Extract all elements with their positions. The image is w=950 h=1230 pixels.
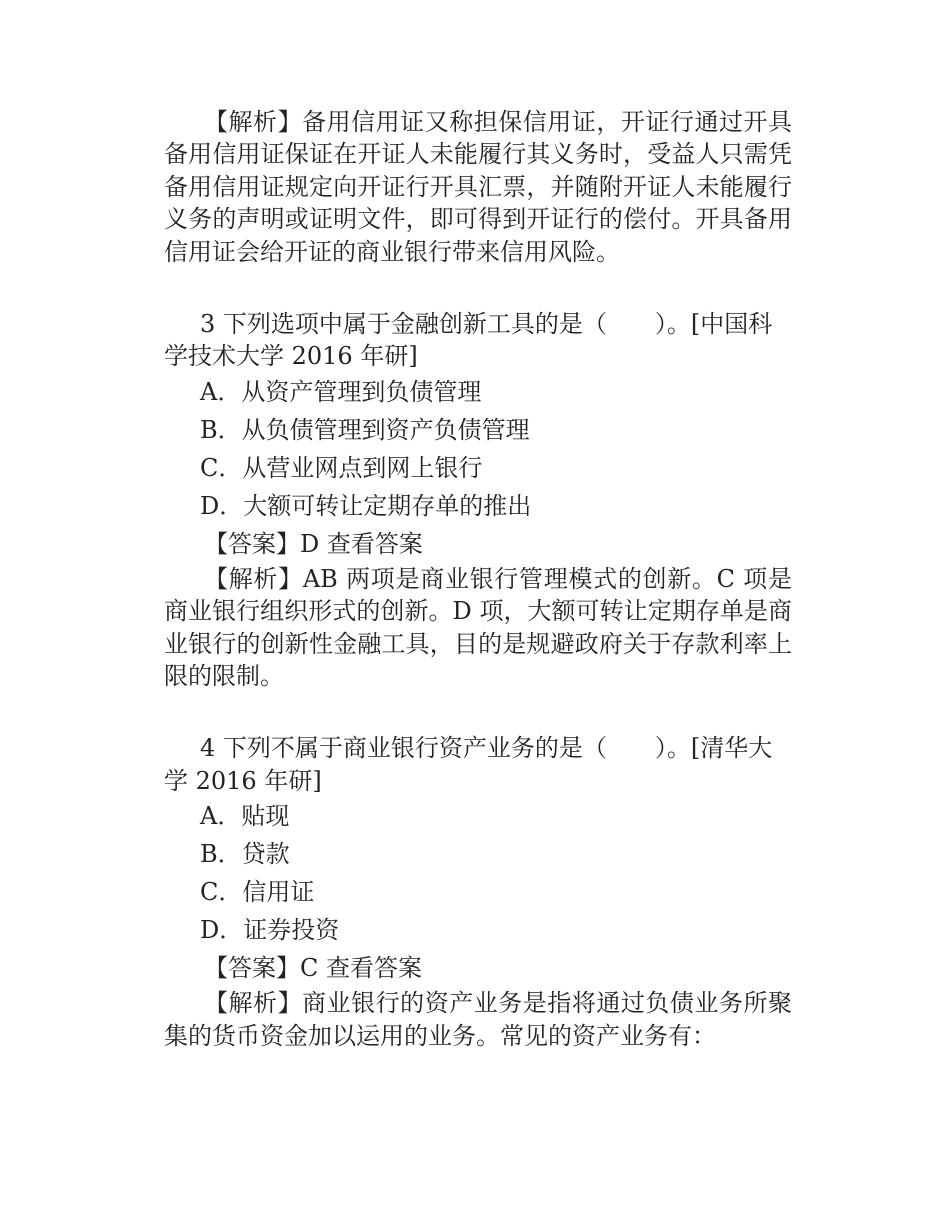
question-4-text: 4 下列不属于商业银行资产业务的是（ ）。[清华大学 2016 年研]: [164, 734, 773, 795]
analysis-text: 商业银行的资产业务是指将通过负债业务所聚集的货币资金加以运用的业务。常见的资产业务有：: [164, 989, 793, 1050]
analysis-text: 备用信用证又称担保信用证，开证行通过开具备用信用证保证在开证人未能履行其义务时，受益人只需凭备用信用证规定向开证行开具汇票，并随附开证人未能履行义务的声明或证明文件，即可得到开证行的偿付。开具备用信用证会给开证的商业银行带来信用风险。: [164, 108, 793, 266]
question-3: [164, 308, 792, 692]
analysis-text: AB 两项是商业银行管理模式的创新。C 项是商业银行组织形式的创新。D 项，大额可转让定期存单是商业银行的创新性金融工具，目的是规避政府关于存款利率上限的限制。: [164, 564, 793, 691]
question-4-option-c: C．信用证: [200, 878, 315, 907]
question-4-option-a: A．贴现: [200, 802, 290, 831]
answer-label: 【答案】: [204, 954, 300, 983]
question-3-option-a: A．从资产管理到负债管理: [200, 377, 482, 406]
question-4-option-b: B．贷款: [200, 840, 290, 869]
question-3-answer: [164, 525, 792, 563]
question-3-option-b: B．从负债管理到资产负债管理: [200, 415, 530, 444]
question-3-text: 3 下列选项中属于金融创新工具的是（ ）。[中国科学技术大学 2016 年研]: [164, 310, 773, 371]
question-4-option-d: D．证券投资: [200, 916, 340, 945]
question-4-answer: [164, 949, 792, 987]
analysis-paragraph-top: [164, 106, 792, 268]
analysis-label: 【解析】: [204, 989, 303, 1018]
question-4: [164, 732, 792, 1052]
analysis-label: 【解析】: [204, 564, 303, 593]
question-3-option-d: D．大额可转让定期存单的推出: [200, 491, 532, 520]
question-3-option-c: C．从营业网点到网上银行: [200, 453, 483, 482]
answer-value: D 查看答案: [300, 529, 423, 558]
question-3-analysis: [164, 563, 792, 693]
answer-value: C 查看答案: [300, 954, 422, 983]
document-page: [164, 106, 792, 1052]
spacer: [164, 268, 792, 308]
answer-label: 【答案】: [204, 529, 300, 558]
question-4-analysis: [164, 987, 792, 1052]
spacer: [164, 692, 792, 732]
analysis-label: 【解析】: [204, 108, 303, 136]
